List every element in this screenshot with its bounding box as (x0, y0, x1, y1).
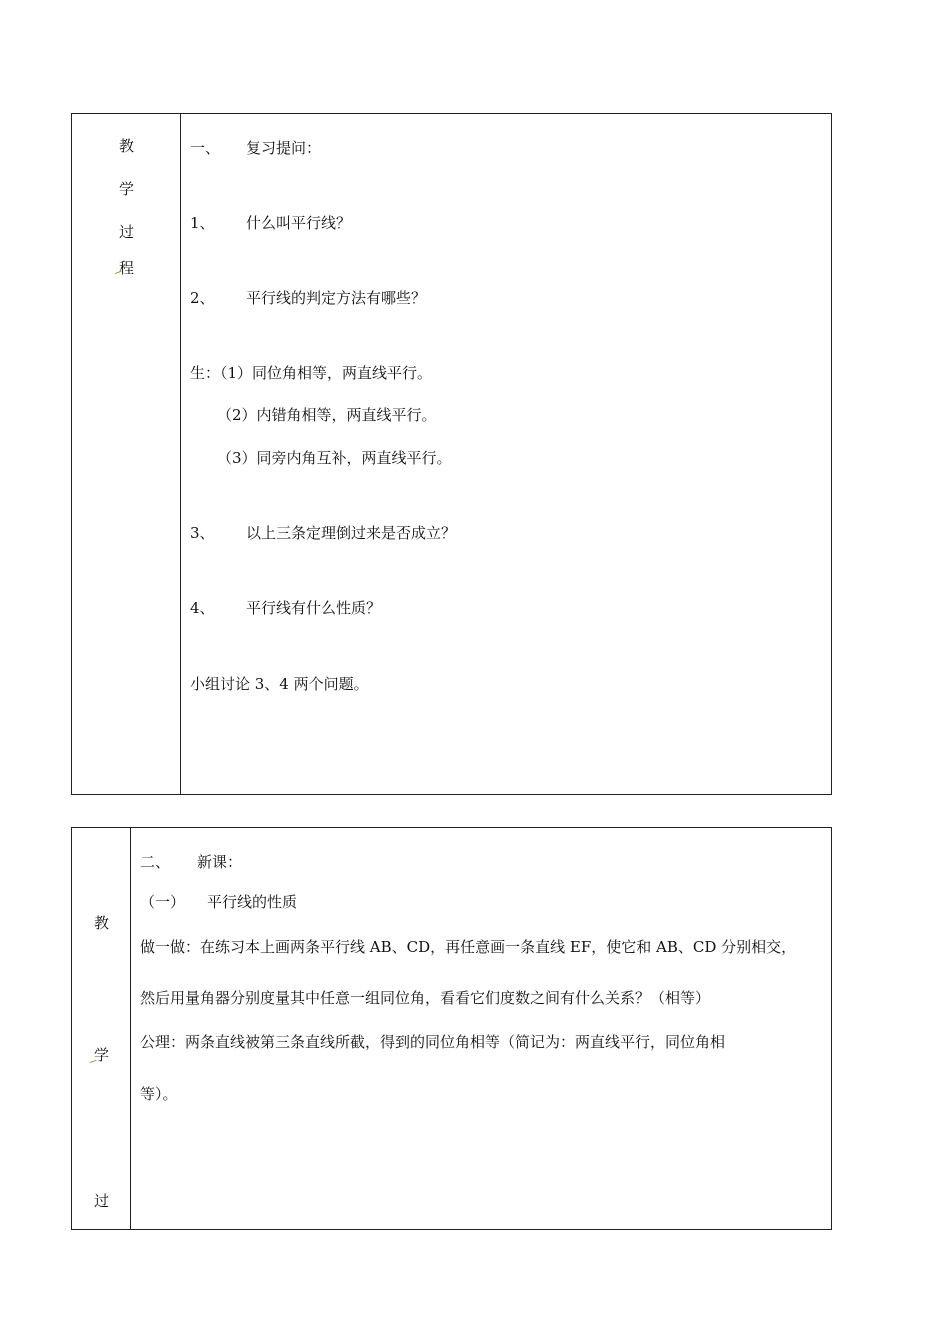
section-title: 复习提问： (246, 139, 322, 157)
question-number: 1、 (190, 214, 215, 232)
section-number: 一、 (190, 139, 221, 157)
question-text: 平行线有什么性质？ (246, 599, 382, 617)
side-label-char: 过 (94, 1192, 110, 1210)
section-number: 二、 (140, 853, 171, 871)
side-label-char: 学 (119, 180, 135, 198)
side-label-char: 学 (94, 1046, 110, 1064)
answer-line: （3）同旁内角互补，两直线平行。 (217, 449, 452, 467)
review-table (71, 113, 832, 795)
subsection-title: 平行线的性质 (207, 893, 298, 911)
activity-line: 做一做：在练习本上画两条平行线 AB、CD，再任意画一条直线 EF，使它和 AB、CD 分别相交， (140, 938, 797, 956)
review-table-divider (180, 114, 181, 794)
answer-line: （2）内错角相等，两直线平行。 (217, 406, 437, 424)
discussion-note: 小组讨论 3、4 两个问题。 (190, 675, 369, 693)
lesson-subheading (140, 895, 297, 910)
question-1 (190, 216, 351, 231)
question-number: 3、 (190, 524, 215, 542)
review-heading (190, 141, 321, 156)
question-text: 以上三条定理倒过来是否成立？ (246, 524, 457, 542)
side-label-char: 过 (119, 223, 135, 241)
question-number: 2、 (190, 289, 215, 307)
question-text: 平行线的判定方法有哪些？ (246, 289, 427, 307)
axiom-line: 等）。 (140, 1085, 178, 1103)
lesson-heading (140, 855, 242, 870)
side-label-char: 教 (119, 137, 135, 155)
axiom-line: 公理：两条直线被第三条直线所截，得到的同位角相等（简记为：两直线平行，同位角相 (140, 1033, 726, 1051)
subsection-number: （一） (140, 893, 186, 911)
new-lesson-table-divider (130, 828, 131, 1229)
question-text: 什么叫平行线？ (246, 214, 352, 232)
question-2 (190, 291, 426, 306)
question-3 (190, 526, 456, 541)
activity-line: 然后用量角器分别度量其中任意一组同位角，看看它们度数之间有什么关系？（相等） (140, 989, 711, 1007)
answer-line: 生：（1）同位角相等，两直线平行。 (190, 364, 433, 382)
question-number: 4、 (190, 599, 215, 617)
section-title: 新课： (197, 853, 243, 871)
new-lesson-table (71, 827, 832, 1230)
side-label-char: 程 (119, 259, 135, 277)
side-label-char: 教 (94, 914, 110, 932)
question-4 (190, 601, 381, 616)
